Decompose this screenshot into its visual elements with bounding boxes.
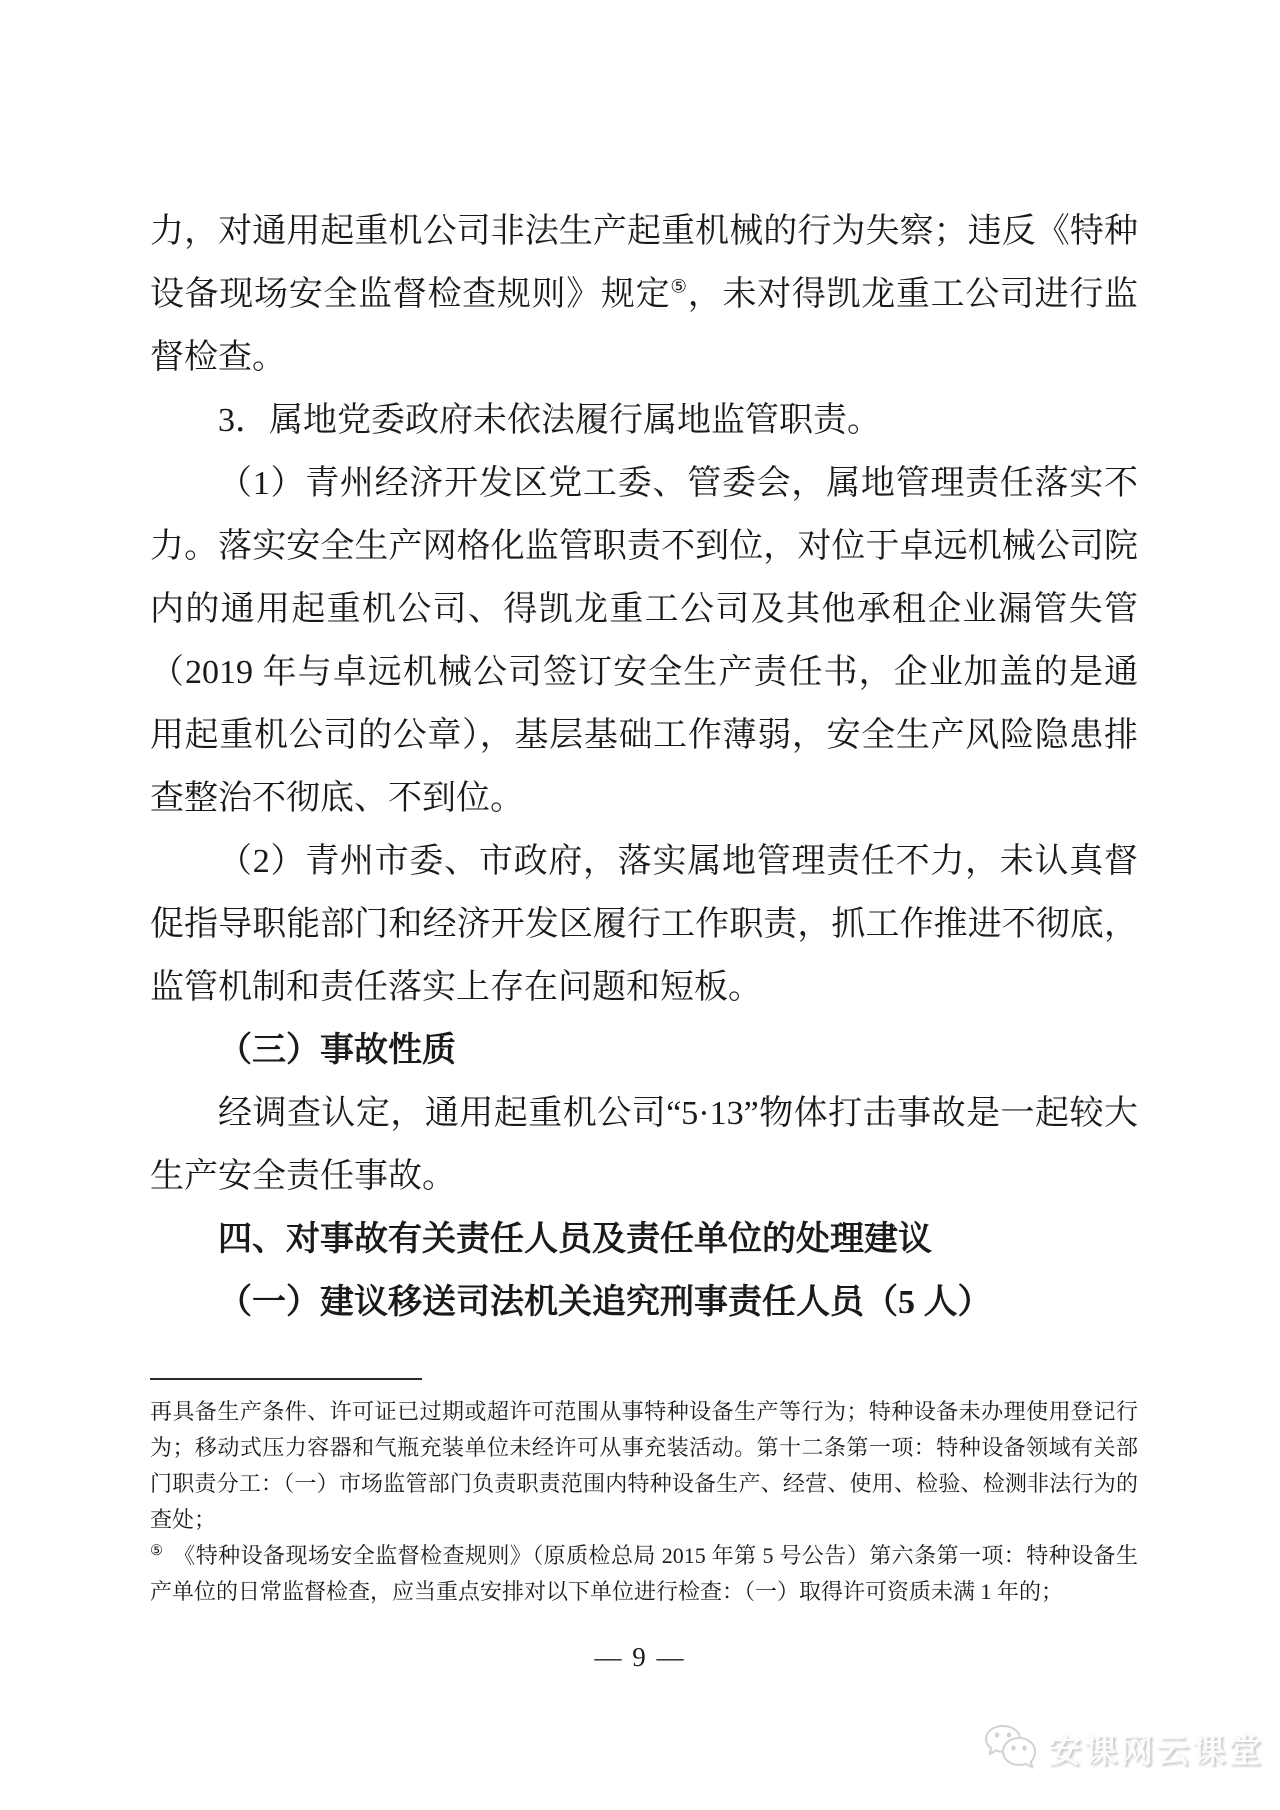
paragraph-item-3: 3．属地党委政府未依法履行属地监管职责。 — [218, 402, 881, 439]
paragraph-continuation — [150, 200, 1138, 389]
page-number: — 9 — — [594, 1642, 686, 1672]
watermark — [982, 1722, 1264, 1774]
footnote-5 — [150, 1538, 1138, 1610]
paragraph-text: 力，对通用起重机公司非法生产起重机械的行为失察；违反《特种设备现场安全监督检查规则》规定 — [150, 213, 1138, 313]
document-body — [150, 200, 1138, 1334]
chat-bubbles-icon — [982, 1722, 1040, 1774]
footnote-separator — [150, 1378, 422, 1380]
paragraph-sub-1: （1）青州经济开发区党工委、管委会，属地管理责任落实不力。落实安全生产网格化监管职责不到位，对位于卓远机械公司院内的通用起重机公司、得凯龙重工公司及其他承租企业漏管失管（2019 年与卓远机械公司签订安全生产责任书，企业加盖的是通用起重机公司的公章），基层基础工作薄弱，安全生产风险隐患排查整治不彻底、不到位。 — [150, 465, 1138, 817]
footnote-ref-5: ⑤ — [670, 276, 688, 298]
footnote-continuation: 再具备生产条件、许可证已过期或超许可范围从事特种设备生产等行为；特种设备未办理使用登记行为；移动式压力容器和气瓶充装单位未经许可从事充装活动。第十二条第一项：特种设备领域有关部门职责分工：（一）市场监管部门负责职责范围内特种设备生产、经营、使用、检验、检测非法行为的查处； — [150, 1399, 1138, 1532]
paragraph-sub-2: （2）青州市委、市政府，落实属地管理责任不力，未认真督促指导职能部门和经济开发区履行工作职责，抓工作推进不彻底，监管机制和责任落实上存在问题和短板。 — [150, 843, 1138, 1006]
paragraph-text: ，未对得凯龙重工公司进行监督检查。 — [150, 276, 1139, 376]
section-heading-accident-nature: （三）事故性质 — [218, 1032, 456, 1069]
chapter-heading-4: 四、对事故有关责任人员及责任单位的处理建议 — [218, 1221, 932, 1258]
watermark-label: 安课网云课堂 — [1048, 1731, 1264, 1769]
footnotes-section — [150, 1378, 1138, 1610]
footnote-5-marker: ⑤ — [150, 1542, 164, 1559]
footnote-5-text: 《特种设备现场安全监督检查规则》（原质检总局 2015 年第 5 号公告）第六条第一项：特种设备生产单位的日常监督检查，应当重点安排对以下单位进行检查：（一）取得许可资质未满 1 年的； — [150, 1543, 1138, 1604]
paragraph-accident-finding: 经调查认定，通用起重机公司“5·13”物体打击事故是一起较大生产安全责任事故。 — [150, 1095, 1138, 1195]
section-heading-4-1: （一）建议移送司法机关追究刑事责任人员（5 人） — [218, 1284, 992, 1321]
